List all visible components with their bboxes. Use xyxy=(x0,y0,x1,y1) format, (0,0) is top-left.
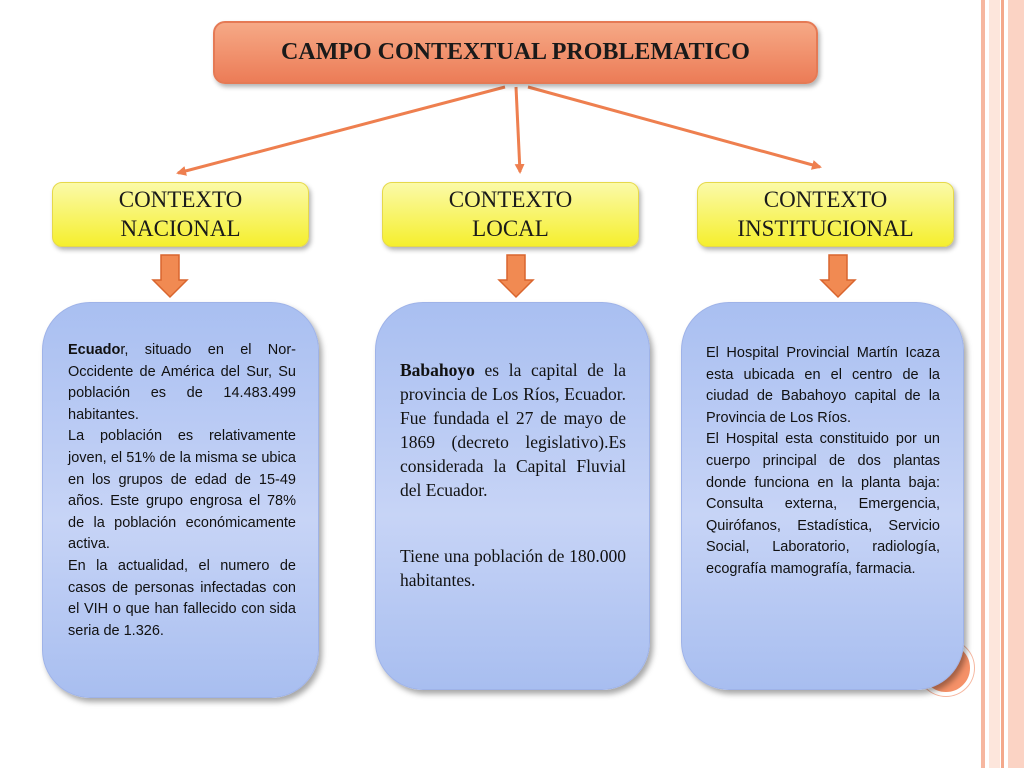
context-institucional xyxy=(697,182,954,247)
context-local-line2: LOCAL xyxy=(472,215,549,241)
down-arrow-local xyxy=(499,255,533,297)
card-institucional-p2: El Hospital esta constituido por un cuerpo principal de dos plantas donde funciona en la planta baja: Consulta externa, Emergencia, Quirófanos, Estadística, Servicio Social, Laboratorio, radiología, ecografía mamografía, farmacia. xyxy=(706,431,940,577)
card-nacional-p3: En la actualidad, el numero de casos de personas infectadas con el VIH o que han fallecido con sida seria de 1.326. xyxy=(68,557,296,639)
context-local xyxy=(382,182,639,247)
down-arrow-nacional xyxy=(153,255,187,297)
card-nacional-p2: La población es relativamente joven, el 51% de la misma se ubica en los grupos de edad de 15-49 años. Este grupo engrosa el 78% de la población económicamente activa. xyxy=(68,428,296,553)
arrow-to-nacional xyxy=(178,87,505,173)
context-institucional-line2: INSTITUCIONAL xyxy=(737,215,914,241)
card-local-p1 xyxy=(400,358,626,502)
context-local-line1: CONTEXTO xyxy=(448,186,573,212)
card-nacional-p1 xyxy=(68,340,296,426)
arrow-to-local xyxy=(516,87,520,172)
context-institucional-line1: CONTEXTO xyxy=(763,186,888,212)
card-local-p1-text: es la capital de la provincia de Los Ríos, Ecuador. Fue fundada el 27 de mayo de 1869 (decreto legislativo).Es considerada la Capital Fluvial del Ecuador. xyxy=(400,360,626,500)
card-nacional-p1-text: r, situado en el Nor-Occidente de América del Sur, Su población es de 14.483.499 habitantes. xyxy=(68,342,296,423)
context-nacional-line2: NACIONAL xyxy=(120,215,241,241)
card-local-bold: Babahoyo xyxy=(400,360,475,380)
context-nacional xyxy=(52,182,309,247)
card-local xyxy=(375,302,650,690)
card-nacional-bold: Ecuado xyxy=(68,342,121,358)
card-nacional xyxy=(42,302,319,698)
card-institucional xyxy=(681,302,964,690)
arrow-to-institucional xyxy=(528,87,820,167)
context-nacional-line1: CONTEXTO xyxy=(118,186,243,212)
card-local-p2: Tiene una población de 180.000 habitantes. xyxy=(400,546,626,590)
diagram-title: CAMPO CONTEXTUAL PROBLEMATICO xyxy=(213,21,818,84)
down-arrow-institucional xyxy=(821,255,855,297)
card-institucional-p1: El Hospital Provincial Martín Icaza esta ubicada en el centro de la ciudad de Babahoyo capital de la Provincia de Los Ríos. xyxy=(706,345,940,426)
